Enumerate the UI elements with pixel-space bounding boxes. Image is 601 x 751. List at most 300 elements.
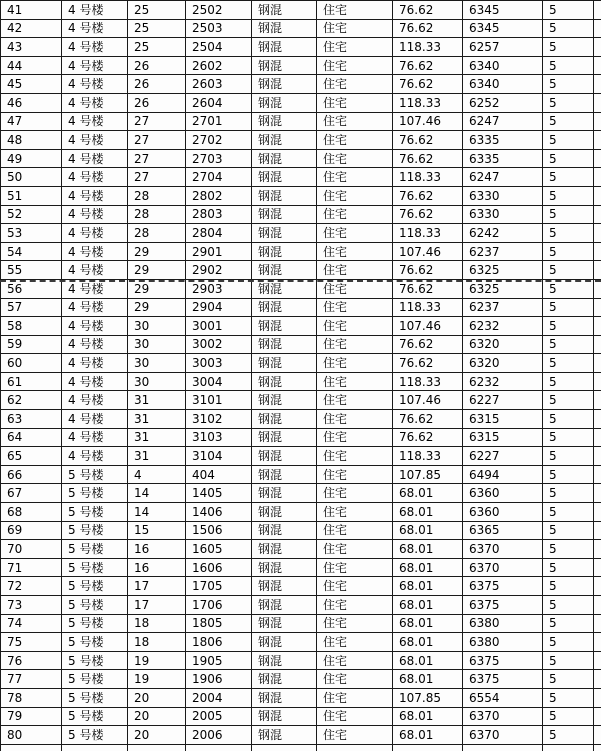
table-row-cell-area: 76.62 xyxy=(393,206,463,225)
table-row-cell-clipped-column xyxy=(594,652,601,671)
table-row-cell-unit-price: 6252 xyxy=(463,94,543,113)
table-row-cell-clipped-column xyxy=(594,94,601,113)
table-row-cell-floor: 14 xyxy=(128,503,186,522)
table-row-cell-building: 5 号楼 xyxy=(62,596,128,615)
table-row-cell-note: 5 xyxy=(543,670,594,689)
table-row-cell-room-number: 404 xyxy=(186,466,252,485)
table-row-cell-room-number: 2603 xyxy=(186,75,252,94)
table-row-cell-building: 4 号楼 xyxy=(62,373,128,392)
table-row-cell-unit-price: 6375 xyxy=(463,596,543,615)
table-row-cell-note: 5 xyxy=(543,522,594,541)
table-row-cell-note: 5 xyxy=(543,410,594,429)
table-row-cell-building: 4 号楼 xyxy=(62,317,128,336)
table-row-cell-usage: 住宅 xyxy=(317,466,393,485)
table-row-cell-usage: 住宅 xyxy=(317,224,393,243)
table-row-cell-floor: 25 xyxy=(128,1,186,20)
table-row-cell-structure: 钢混 xyxy=(252,336,317,355)
table-row-cell-structure: 钢混 xyxy=(252,708,317,727)
table-row-cell-row-number: 63 xyxy=(1,410,62,429)
table-row-cell-clipped-column xyxy=(594,559,601,578)
table-row-cell-area: 118.33 xyxy=(393,94,463,113)
table-row-cell-structure: 钢混 xyxy=(252,503,317,522)
partial-row-cell-note xyxy=(543,745,594,751)
table-row-cell-building: 4 号楼 xyxy=(62,20,128,39)
table-row-cell-area: 68.01 xyxy=(393,670,463,689)
table-row-cell-building: 4 号楼 xyxy=(62,131,128,150)
table-row-cell-row-number: 59 xyxy=(1,336,62,355)
table-row-cell-clipped-column xyxy=(594,615,601,634)
table-row-cell-room-number: 2602 xyxy=(186,57,252,76)
table-row-cell-floor: 19 xyxy=(128,670,186,689)
table-row-cell-note: 5 xyxy=(543,75,594,94)
table-row-cell-note: 5 xyxy=(543,429,594,448)
table-row-cell-building: 5 号楼 xyxy=(62,726,128,745)
table-row-cell-clipped-column xyxy=(594,522,601,541)
table-row-cell-room-number: 3004 xyxy=(186,373,252,392)
table-row-cell-clipped-column xyxy=(594,410,601,429)
table-row-cell-clipped-column xyxy=(594,503,601,522)
table-row-cell-building: 4 号楼 xyxy=(62,410,128,429)
table-row-cell-unit-price: 6227 xyxy=(463,391,543,410)
table-row-cell-floor: 20 xyxy=(128,689,186,708)
table-row-cell-row-number: 50 xyxy=(1,168,62,187)
table-row-cell-building: 4 号楼 xyxy=(62,391,128,410)
table-row-cell-note: 5 xyxy=(543,447,594,466)
table-row-cell-note: 5 xyxy=(543,652,594,671)
table-row-cell-usage: 住宅 xyxy=(317,187,393,206)
table-row-cell-usage: 住宅 xyxy=(317,354,393,373)
table-row-cell-room-number: 1706 xyxy=(186,596,252,615)
table-row-cell-note: 5 xyxy=(543,540,594,559)
table-row-cell-note: 5 xyxy=(543,559,594,578)
table-row-cell-floor: 27 xyxy=(128,150,186,169)
table-row-cell-unit-price: 6345 xyxy=(463,1,543,20)
table-row-cell-area: 118.33 xyxy=(393,447,463,466)
table-row-cell-structure: 钢混 xyxy=(252,410,317,429)
table-row-cell-area: 76.62 xyxy=(393,1,463,20)
table-row-cell-room-number: 1506 xyxy=(186,522,252,541)
table-row-cell-structure: 钢混 xyxy=(252,484,317,503)
table-row-cell-clipped-column xyxy=(594,75,601,94)
table-row-cell-note: 5 xyxy=(543,466,594,485)
table-row-cell-row-number: 69 xyxy=(1,522,62,541)
table-row-cell-usage: 住宅 xyxy=(317,373,393,392)
table-row-cell-usage: 住宅 xyxy=(317,708,393,727)
table-row-cell-floor: 29 xyxy=(128,243,186,262)
table-row-cell-row-number: 45 xyxy=(1,75,62,94)
table-row-cell-usage: 住宅 xyxy=(317,689,393,708)
table-row-cell-usage: 住宅 xyxy=(317,299,393,318)
table-row-cell-row-number: 56 xyxy=(1,280,62,299)
table-row-cell-area: 76.62 xyxy=(393,75,463,94)
table-row-cell-building: 5 号楼 xyxy=(62,708,128,727)
table-row-cell-room-number: 2006 xyxy=(186,726,252,745)
table-row-cell-structure: 钢混 xyxy=(252,280,317,299)
table-row-cell-clipped-column xyxy=(594,447,601,466)
table-row-cell-floor: 17 xyxy=(128,596,186,615)
table-row-cell-usage: 住宅 xyxy=(317,94,393,113)
table-row-cell-unit-price: 6335 xyxy=(463,131,543,150)
table-row-cell-row-number: 66 xyxy=(1,466,62,485)
table-row-cell-usage: 住宅 xyxy=(317,38,393,57)
table-row-cell-row-number: 54 xyxy=(1,243,62,262)
table-row-cell-note: 5 xyxy=(543,20,594,39)
table-row-cell-area: 107.46 xyxy=(393,317,463,336)
table-row-cell-clipped-column xyxy=(594,57,601,76)
table-row-cell-clipped-column xyxy=(594,354,601,373)
table-row-cell-usage: 住宅 xyxy=(317,1,393,20)
table-row-cell-floor: 15 xyxy=(128,522,186,541)
table-row-cell-clipped-column xyxy=(594,726,601,745)
table-row-cell-structure: 钢混 xyxy=(252,150,317,169)
table-row-cell-room-number: 3001 xyxy=(186,317,252,336)
table-row-cell-unit-price: 6247 xyxy=(463,168,543,187)
table-row-cell-floor: 31 xyxy=(128,447,186,466)
table-row-cell-structure: 钢混 xyxy=(252,1,317,20)
table-row-cell-area: 76.62 xyxy=(393,354,463,373)
table-row-cell-unit-price: 6325 xyxy=(463,261,543,280)
table-row-cell-usage: 住宅 xyxy=(317,57,393,76)
table-row-cell-building: 4 号楼 xyxy=(62,113,128,132)
table-row-cell-area: 118.33 xyxy=(393,168,463,187)
table-row-cell-unit-price: 6237 xyxy=(463,243,543,262)
table-row-cell-clipped-column xyxy=(594,1,601,20)
table-row-cell-clipped-column xyxy=(594,280,601,299)
table-row-cell-room-number: 3002 xyxy=(186,336,252,355)
table-row-cell-room-number: 3104 xyxy=(186,447,252,466)
table-row-cell-floor: 27 xyxy=(128,113,186,132)
table-row-cell-unit-price: 6325 xyxy=(463,280,543,299)
table-row-cell-room-number: 2904 xyxy=(186,299,252,318)
table-row-cell-floor: 18 xyxy=(128,633,186,652)
table-row-cell-area: 68.01 xyxy=(393,540,463,559)
table-row-cell-row-number: 51 xyxy=(1,187,62,206)
partial-row-cell-area xyxy=(393,745,463,751)
table-row-cell-row-number: 65 xyxy=(1,447,62,466)
table-row-cell-unit-price: 6340 xyxy=(463,57,543,76)
table-row-cell-usage: 住宅 xyxy=(317,150,393,169)
table-row-cell-room-number: 2903 xyxy=(186,280,252,299)
table-row-cell-area: 76.62 xyxy=(393,410,463,429)
table-row-cell-clipped-column xyxy=(594,484,601,503)
table-row-cell-area: 118.33 xyxy=(393,373,463,392)
table-row-cell-area: 76.62 xyxy=(393,280,463,299)
table-row-cell-clipped-column xyxy=(594,540,601,559)
table-row-cell-building: 5 号楼 xyxy=(62,466,128,485)
table-row-cell-floor: 16 xyxy=(128,540,186,559)
table-row-cell-floor: 25 xyxy=(128,20,186,39)
table-row-cell-unit-price: 6360 xyxy=(463,503,543,522)
table-row-cell-building: 4 号楼 xyxy=(62,280,128,299)
table-row-cell-structure: 钢混 xyxy=(252,447,317,466)
table-row-cell-clipped-column xyxy=(594,187,601,206)
table-row-cell-clipped-column xyxy=(594,466,601,485)
table-row-cell-building: 4 号楼 xyxy=(62,447,128,466)
table-row-cell-row-number: 43 xyxy=(1,38,62,57)
table-row-cell-building: 5 号楼 xyxy=(62,633,128,652)
table-row-cell-building: 5 号楼 xyxy=(62,577,128,596)
table-row-cell-note: 5 xyxy=(543,243,594,262)
table-row-cell-area: 68.01 xyxy=(393,633,463,652)
table-row-cell-area: 76.62 xyxy=(393,57,463,76)
table-row-cell-area: 107.85 xyxy=(393,689,463,708)
table-row-cell-building: 4 号楼 xyxy=(62,243,128,262)
table-row-cell-area: 68.01 xyxy=(393,484,463,503)
table-row-cell-unit-price: 6554 xyxy=(463,689,543,708)
table-row-cell-room-number: 2901 xyxy=(186,243,252,262)
table-row-cell-room-number: 1905 xyxy=(186,652,252,671)
table-row-cell-note: 5 xyxy=(543,261,594,280)
table-row-cell-floor: 28 xyxy=(128,224,186,243)
table-row-cell-row-number: 46 xyxy=(1,94,62,113)
table-row-cell-structure: 钢混 xyxy=(252,168,317,187)
table-row-cell-note: 5 xyxy=(543,336,594,355)
table-row-cell-unit-price: 6257 xyxy=(463,38,543,57)
table-row-cell-floor: 14 xyxy=(128,484,186,503)
table-row-cell-room-number: 1906 xyxy=(186,670,252,689)
table-row-cell-note: 5 xyxy=(543,168,594,187)
table-row-cell-clipped-column xyxy=(594,38,601,57)
table-row-cell-room-number: 2005 xyxy=(186,708,252,727)
table-row-cell-floor: 30 xyxy=(128,317,186,336)
table-row-cell-clipped-column xyxy=(594,20,601,39)
table-row-cell-floor: 26 xyxy=(128,75,186,94)
table-row-cell-structure: 钢混 xyxy=(252,224,317,243)
table-row-cell-room-number: 1705 xyxy=(186,577,252,596)
table-row-cell-usage: 住宅 xyxy=(317,20,393,39)
table-row-cell-clipped-column xyxy=(594,708,601,727)
table-row-cell-note: 5 xyxy=(543,57,594,76)
table-row-cell-area: 68.01 xyxy=(393,577,463,596)
table-row-cell-note: 5 xyxy=(543,299,594,318)
table-row-cell-structure: 钢混 xyxy=(252,317,317,336)
table-row-cell-structure: 钢混 xyxy=(252,726,317,745)
table-row-cell-unit-price: 6330 xyxy=(463,187,543,206)
table-row-cell-row-number: 57 xyxy=(1,299,62,318)
table-row-cell-unit-price: 6375 xyxy=(463,652,543,671)
table-row-cell-floor: 29 xyxy=(128,280,186,299)
table-row-cell-area: 68.01 xyxy=(393,503,463,522)
table-row-cell-building: 5 号楼 xyxy=(62,652,128,671)
table-row-cell-room-number: 2604 xyxy=(186,94,252,113)
table-row-cell-structure: 钢混 xyxy=(252,522,317,541)
table-row-cell-building: 5 号楼 xyxy=(62,689,128,708)
table-row-cell-area: 76.62 xyxy=(393,187,463,206)
table-row-cell-room-number: 2704 xyxy=(186,168,252,187)
table-row-cell-structure: 钢混 xyxy=(252,652,317,671)
table-row-cell-clipped-column xyxy=(594,670,601,689)
table-row-cell-note: 5 xyxy=(543,354,594,373)
table-row-cell-room-number: 2004 xyxy=(186,689,252,708)
table-row-cell-clipped-column xyxy=(594,168,601,187)
table-row-cell-area: 118.33 xyxy=(393,224,463,243)
table-row-cell-structure: 钢混 xyxy=(252,391,317,410)
table-row-cell-note: 5 xyxy=(543,577,594,596)
table-row-cell-building: 4 号楼 xyxy=(62,75,128,94)
table-row-cell-floor: 29 xyxy=(128,261,186,280)
table-row-cell-usage: 住宅 xyxy=(317,261,393,280)
table-row-cell-clipped-column xyxy=(594,317,601,336)
table-row-cell-room-number: 2804 xyxy=(186,224,252,243)
table-row-cell-structure: 钢混 xyxy=(252,299,317,318)
table-row-cell-unit-price: 6365 xyxy=(463,522,543,541)
table-row-cell-note: 5 xyxy=(543,1,594,20)
table-row-cell-unit-price: 6380 xyxy=(463,615,543,634)
table-row-cell-usage: 住宅 xyxy=(317,540,393,559)
table-row-cell-building: 4 号楼 xyxy=(62,150,128,169)
table-row-cell-floor: 16 xyxy=(128,559,186,578)
table-row-cell-note: 5 xyxy=(543,633,594,652)
table-row-cell-structure: 钢混 xyxy=(252,633,317,652)
table-row-cell-note: 5 xyxy=(543,615,594,634)
table-row-cell-row-number: 73 xyxy=(1,596,62,615)
table-row-cell-row-number: 76 xyxy=(1,652,62,671)
table-row-cell-room-number: 2502 xyxy=(186,1,252,20)
table-row-cell-row-number: 78 xyxy=(1,689,62,708)
table-row-cell-row-number: 60 xyxy=(1,354,62,373)
table-row-cell-structure: 钢混 xyxy=(252,429,317,448)
table-row-cell-row-number: 77 xyxy=(1,670,62,689)
table-row-cell-building: 4 号楼 xyxy=(62,354,128,373)
table-row-cell-room-number: 1405 xyxy=(186,484,252,503)
table-row-cell-note: 5 xyxy=(543,689,594,708)
table-row-cell-area: 68.01 xyxy=(393,522,463,541)
table-row-cell-structure: 钢混 xyxy=(252,206,317,225)
table-row-cell-structure: 钢混 xyxy=(252,20,317,39)
table-row-cell-usage: 住宅 xyxy=(317,447,393,466)
table-row-cell-clipped-column xyxy=(594,131,601,150)
table-row-cell-building: 4 号楼 xyxy=(62,57,128,76)
table-row-cell-unit-price: 6315 xyxy=(463,410,543,429)
table-row-cell-area: 68.01 xyxy=(393,615,463,634)
partial-row-cell-floor xyxy=(128,745,186,751)
table-row-cell-building: 4 号楼 xyxy=(62,224,128,243)
table-row-cell-unit-price: 6345 xyxy=(463,20,543,39)
table-row-cell-floor: 28 xyxy=(128,206,186,225)
table-row-cell-structure: 钢混 xyxy=(252,689,317,708)
partial-row-cell-clipped-column xyxy=(594,745,601,751)
table-row-cell-row-number: 42 xyxy=(1,20,62,39)
table-row-cell-building: 4 号楼 xyxy=(62,94,128,113)
table-row-cell-unit-price: 6375 xyxy=(463,577,543,596)
table-row-cell-structure: 钢混 xyxy=(252,670,317,689)
table-row-cell-structure: 钢混 xyxy=(252,38,317,57)
table-row-cell-floor: 30 xyxy=(128,336,186,355)
table-row-cell-note: 5 xyxy=(543,503,594,522)
table-row-cell-area: 76.62 xyxy=(393,150,463,169)
table-row-cell-unit-price: 6370 xyxy=(463,708,543,727)
table-row-cell-note: 5 xyxy=(543,596,594,615)
table-row-cell-note: 5 xyxy=(543,224,594,243)
table-row-cell-clipped-column xyxy=(594,113,601,132)
table-row-cell-row-number: 49 xyxy=(1,150,62,169)
table-row-cell-row-number: 48 xyxy=(1,131,62,150)
table-row-cell-floor: 31 xyxy=(128,429,186,448)
table-row-cell-building: 5 号楼 xyxy=(62,559,128,578)
table-row-cell-area: 76.62 xyxy=(393,336,463,355)
table-row-cell-structure: 钢混 xyxy=(252,94,317,113)
table-row-cell-floor: 19 xyxy=(128,652,186,671)
table-row-cell-room-number: 2802 xyxy=(186,187,252,206)
table-row-cell-area: 107.46 xyxy=(393,391,463,410)
table-row-cell-structure: 钢混 xyxy=(252,261,317,280)
table-row-cell-clipped-column xyxy=(594,373,601,392)
table-row-cell-clipped-column xyxy=(594,206,601,225)
table-row-cell-room-number: 1606 xyxy=(186,559,252,578)
table-row-cell-floor: 27 xyxy=(128,168,186,187)
table-row-cell-room-number: 2503 xyxy=(186,20,252,39)
table-row-cell-structure: 钢混 xyxy=(252,559,317,578)
table-row-cell-note: 5 xyxy=(543,373,594,392)
table-row-cell-usage: 住宅 xyxy=(317,577,393,596)
table-row-cell-row-number: 44 xyxy=(1,57,62,76)
table-row-cell-row-number: 71 xyxy=(1,559,62,578)
table-row-cell-note: 5 xyxy=(543,38,594,57)
partial-row-cell-unit-price xyxy=(463,745,543,751)
table-row-cell-building: 4 号楼 xyxy=(62,299,128,318)
table-row-cell-building: 4 号楼 xyxy=(62,187,128,206)
table-row-cell-structure: 钢混 xyxy=(252,75,317,94)
table-row-cell-usage: 住宅 xyxy=(317,243,393,262)
table-row-cell-structure: 钢混 xyxy=(252,577,317,596)
table-row-cell-row-number: 75 xyxy=(1,633,62,652)
table-row-cell-clipped-column xyxy=(594,429,601,448)
partial-row-cell-usage xyxy=(317,745,393,751)
table-row-cell-clipped-column xyxy=(594,150,601,169)
table-row-cell-usage: 住宅 xyxy=(317,429,393,448)
table-row-cell-area: 68.01 xyxy=(393,708,463,727)
table-row-cell-usage: 住宅 xyxy=(317,113,393,132)
table-row-cell-area: 68.01 xyxy=(393,726,463,745)
table-row-cell-clipped-column xyxy=(594,689,601,708)
table-row-cell-building: 5 号楼 xyxy=(62,522,128,541)
table-row-cell-structure: 钢混 xyxy=(252,113,317,132)
table-row-cell-note: 5 xyxy=(543,187,594,206)
table-row-cell-area: 76.62 xyxy=(393,261,463,280)
table-row-cell-unit-price: 6370 xyxy=(463,559,543,578)
table-row-cell-usage: 住宅 xyxy=(317,280,393,299)
table-row-cell-structure: 钢混 xyxy=(252,540,317,559)
table-row-cell-room-number: 1806 xyxy=(186,633,252,652)
table-row-cell-room-number: 3102 xyxy=(186,410,252,429)
table-row-cell-usage: 住宅 xyxy=(317,75,393,94)
table-row-cell-building: 4 号楼 xyxy=(62,1,128,20)
table-row-cell-area: 76.62 xyxy=(393,131,463,150)
table-row-cell-row-number: 80 xyxy=(1,726,62,745)
table-row-cell-usage: 住宅 xyxy=(317,168,393,187)
table-row-cell-area: 107.46 xyxy=(393,243,463,262)
table-row-cell-note: 5 xyxy=(543,708,594,727)
table-row-cell-row-number: 61 xyxy=(1,373,62,392)
table-row-cell-usage: 住宅 xyxy=(317,391,393,410)
table-row-cell-floor: 4 xyxy=(128,466,186,485)
table-row-cell-room-number: 2702 xyxy=(186,131,252,150)
table-row-cell-row-number: 64 xyxy=(1,429,62,448)
table-row-cell-unit-price: 6227 xyxy=(463,447,543,466)
table-row-cell-room-number: 1406 xyxy=(186,503,252,522)
table-row-cell-floor: 17 xyxy=(128,577,186,596)
table-row-cell-note: 5 xyxy=(543,484,594,503)
table-row-cell-usage: 住宅 xyxy=(317,670,393,689)
table-row-cell-unit-price: 6315 xyxy=(463,429,543,448)
table-row-cell-usage: 住宅 xyxy=(317,410,393,429)
table-row-cell-usage: 住宅 xyxy=(317,131,393,150)
table-row-cell-usage: 住宅 xyxy=(317,522,393,541)
table-row-cell-building: 4 号楼 xyxy=(62,261,128,280)
table-row-cell-unit-price: 6375 xyxy=(463,670,543,689)
table-row-cell-structure: 钢混 xyxy=(252,57,317,76)
table-row-cell-area: 76.62 xyxy=(393,20,463,39)
